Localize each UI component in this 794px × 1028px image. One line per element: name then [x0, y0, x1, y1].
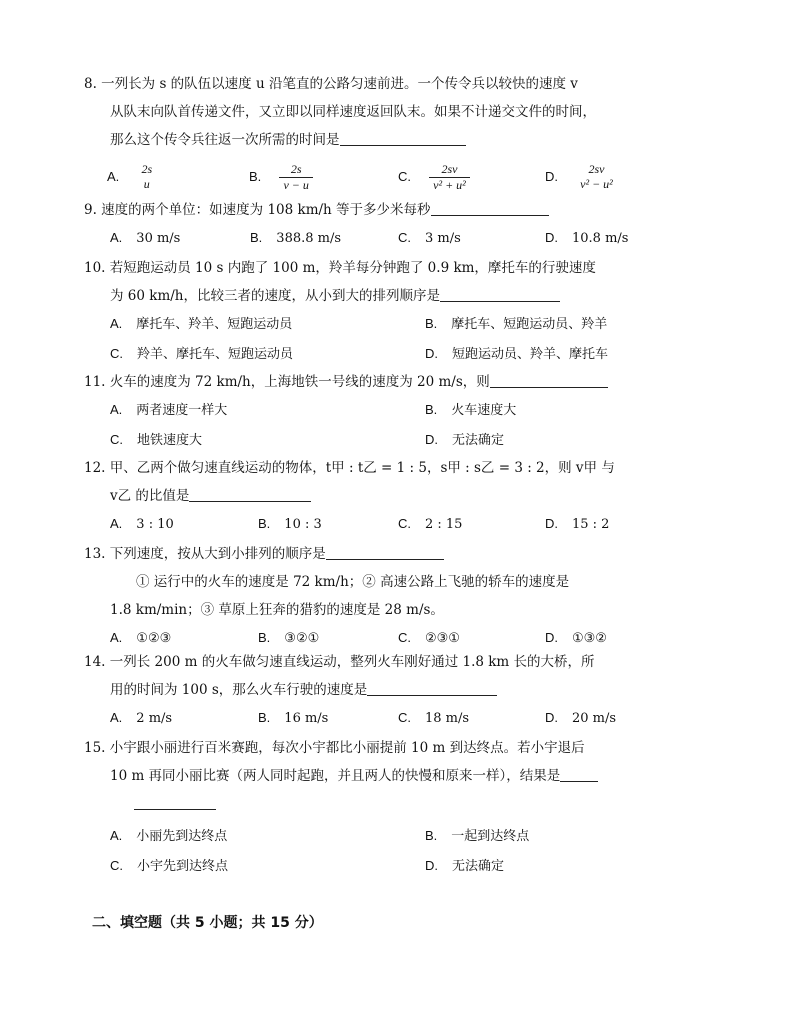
option-b[interactable] — [258, 510, 322, 539]
q12-stem-end: v乙 的比值是 — [110, 488, 190, 504]
answer-blank — [490, 371, 608, 388]
q8-line-3 — [110, 126, 740, 154]
question-12 — [84, 454, 740, 538]
option-text: 短跑运动员、羚羊、摩托车 — [452, 347, 609, 362]
option-label: C. — [398, 230, 411, 245]
option-d[interactable] — [545, 510, 609, 539]
q12-line-2 — [110, 482, 740, 510]
q14-line-2 — [110, 676, 740, 704]
q13-line-1 — [84, 540, 740, 568]
q8-line-1: 8. 一列长为 s 的队伍以速度 u 沿笔直的公路匀速前进。一个传令兵以较快的速度 v — [84, 76, 578, 92]
numerator: 2sv — [588, 162, 605, 176]
fraction — [429, 162, 470, 193]
denominator: u — [143, 177, 150, 191]
option-b[interactable] — [425, 822, 529, 851]
option-text: ①②③ — [136, 631, 172, 646]
numerator: 2sv — [441, 162, 458, 176]
q10-line-1: 10. 若短跑运动员 10 s 内跑了 100 m，羚羊每分钟跑了 0.9 km，摩托车的行驶速度 — [84, 260, 596, 276]
q15-stem-end: 10 m 再同小丽比赛（两人同时起跑，并且两人的快慢和原来一样），结果是 — [110, 768, 561, 784]
fraction — [279, 162, 312, 193]
option-label: B. — [425, 828, 438, 843]
option-label: D. — [425, 858, 438, 873]
option-label: A. — [107, 168, 120, 184]
option-label: D. — [545, 168, 558, 184]
option-c[interactable] — [110, 426, 202, 455]
option-text: 3 m/s — [425, 231, 461, 246]
answer-blank — [367, 679, 497, 696]
option-label: B. — [249, 169, 262, 184]
option-c[interactable] — [398, 510, 462, 539]
q14-options — [110, 704, 740, 732]
option-b[interactable] — [250, 224, 341, 253]
option-a[interactable] — [110, 822, 227, 851]
option-d[interactable] — [425, 340, 608, 369]
q11-stem: 11. 火车的速度为 72 km/h，上海地铁一号线的速度为 20 m/s，则 — [84, 374, 490, 390]
denominator: v² + u² — [429, 177, 470, 193]
option-text: 羚羊、摩托车、短跑运动员 — [137, 347, 294, 362]
option-a[interactable] — [110, 704, 172, 733]
option-a[interactable] — [110, 224, 180, 253]
q9-options — [110, 224, 740, 252]
q8-stem-end: 那么这个传令兵往返一次所需的时间是 — [110, 132, 340, 148]
option-text: 火车速度大 — [451, 403, 517, 418]
option-label: B. — [250, 230, 263, 245]
option-c[interactable] — [398, 224, 461, 253]
answer-blank — [340, 129, 466, 146]
option-c[interactable] — [110, 340, 293, 369]
q11-options — [110, 396, 740, 426]
option-c[interactable] — [398, 162, 470, 193]
option-text: 无法确定 — [452, 433, 505, 448]
option-label: B. — [258, 516, 271, 531]
q8-line-2: 从队末向队首传递文件，又立即以同样速度返回队末。如果不计递交文件的时间， — [110, 104, 596, 120]
option-a[interactable] — [107, 162, 156, 192]
option-text: 摩托车、羚羊、短跑运动员 — [136, 317, 293, 332]
fraction — [137, 162, 156, 192]
option-text: 摩托车、短跑运动员、羚羊 — [451, 317, 608, 332]
option-label: C. — [398, 630, 411, 645]
option-d[interactable] — [545, 224, 628, 253]
option-label: D. — [425, 432, 438, 447]
q10-options — [110, 310, 740, 340]
option-text: ②③① — [425, 631, 460, 646]
option-text: 16 m/s — [284, 711, 329, 726]
q15-options-row2 — [110, 852, 760, 880]
q12-line-1: 12. 甲、乙两个做匀速直线运动的物体，t甲 : t乙 = 1 : 5，s甲 : s乙 = 3 : 2，则 v甲 与 — [84, 460, 615, 476]
option-text: 小宇先到达终点 — [137, 859, 229, 874]
q15-line-2 — [110, 762, 760, 790]
question-9 — [84, 196, 740, 252]
option-text: 3 : 10 — [136, 517, 174, 532]
option-label: B. — [425, 402, 438, 417]
fraction — [576, 162, 617, 192]
option-text: ③②① — [284, 631, 320, 646]
option-text: 18 m/s — [425, 711, 470, 726]
option-label: D. — [425, 346, 438, 361]
option-label: D. — [545, 710, 558, 725]
q15-line-1: 15. 小宇跟小丽进行百米赛跑，每次小宇都比小丽提前 10 m 到达终点。若小宇退后 — [84, 740, 585, 756]
option-label: A. — [110, 316, 123, 331]
option-c[interactable] — [398, 704, 469, 733]
q11-options-row2 — [110, 426, 740, 454]
answer-blank — [189, 485, 311, 502]
option-label: C. — [110, 346, 123, 361]
option-label: A. — [110, 828, 123, 843]
option-label: B. — [258, 630, 271, 645]
option-b[interactable] — [425, 396, 516, 425]
option-label: C. — [110, 432, 123, 447]
q11-line-1 — [84, 368, 740, 396]
option-b[interactable] — [258, 704, 328, 733]
question-14 — [84, 648, 740, 732]
q9-line-1 — [84, 196, 740, 224]
option-c[interactable] — [110, 852, 228, 881]
q10-line-2 — [110, 282, 740, 310]
option-text: 无法确定 — [452, 859, 505, 874]
question-8 — [84, 70, 740, 204]
q13-line-2: ① 运行中的火车的速度是 72 km/h；② 高速公路上飞驰的轿车的速度是 — [136, 574, 570, 590]
option-text: 388.8 m/s — [276, 231, 342, 246]
option-text: 20 m/s — [572, 711, 617, 726]
option-text: ①③② — [572, 631, 607, 646]
option-b[interactable] — [425, 310, 607, 339]
q10-stem-end: 为 60 km/h，比较三者的速度，从小到大的排列顺序是 — [110, 288, 440, 304]
option-label: D. — [545, 516, 558, 531]
option-label: B. — [425, 316, 438, 331]
q10-options-row2 — [110, 340, 740, 368]
option-label: C. — [398, 516, 411, 531]
answer-blank — [326, 543, 444, 560]
question-11 — [84, 368, 740, 454]
question-15 — [84, 734, 760, 880]
q13-line-3: 1.8 km/min；③ 草原上狂奔的猎豹的速度是 28 m/s。 — [110, 602, 444, 618]
question-13 — [84, 540, 740, 652]
option-b[interactable] — [249, 162, 313, 193]
option-a[interactable] — [110, 510, 174, 539]
option-text: 2 : 15 — [425, 517, 463, 532]
option-label: A. — [110, 230, 123, 245]
question-10 — [84, 254, 740, 368]
answer-blank-cont — [134, 793, 216, 810]
option-d[interactable] — [425, 426, 504, 455]
numerator: 2s — [141, 162, 153, 176]
option-text: 30 m/s — [136, 231, 181, 246]
q13-stem: 13. 下列速度，按从大到小排列的顺序是 — [84, 546, 326, 562]
option-label: B. — [258, 710, 271, 725]
q14-stem-end: 用的时间为 100 s，那么火车行驶的速度是 — [110, 682, 368, 698]
option-label: C. — [398, 169, 411, 184]
denominator: v² − u² — [580, 177, 613, 191]
option-label: A. — [110, 710, 123, 725]
option-label: D. — [545, 230, 558, 245]
answer-blank — [560, 765, 598, 782]
option-label: A. — [110, 516, 123, 531]
option-d[interactable] — [545, 704, 616, 733]
answer-blank — [440, 285, 560, 302]
option-text: 10.8 m/s — [572, 231, 629, 246]
section-heading-fill-in: 二、填空题（共 5 小题；共 15 分） — [92, 915, 323, 931]
option-label: A. — [110, 630, 123, 645]
option-text: 10 : 3 — [284, 517, 322, 532]
option-label: A. — [110, 402, 123, 417]
option-d[interactable] — [425, 852, 504, 881]
option-label: C. — [398, 710, 411, 725]
option-d[interactable] — [545, 162, 617, 192]
option-text: 一起到达终点 — [451, 829, 530, 844]
option-text: 15 : 2 — [572, 517, 610, 532]
q15-options — [110, 822, 760, 852]
q15-line-3 — [134, 790, 760, 818]
option-text: 地铁速度大 — [137, 433, 203, 448]
answer-blank — [431, 199, 549, 216]
option-a[interactable] — [110, 396, 227, 425]
q14-line-1: 14. 一列长 200 m 的火车做匀速直线运动，整列火车刚好通过 1.8 km 长的大桥，所 — [84, 654, 595, 670]
option-label: D. — [545, 630, 558, 645]
q9-stem: 9. 速度的两个单位：如速度为 108 km/h 等于多少米每秒 — [84, 202, 431, 218]
numerator: 2s — [290, 162, 302, 176]
option-label: C. — [110, 858, 123, 873]
option-text: 2 m/s — [136, 711, 173, 726]
option-text: 两者速度一样大 — [136, 403, 228, 418]
option-text: 小丽先到达终点 — [136, 829, 228, 844]
denominator: v − u — [279, 177, 312, 193]
q12-options — [110, 510, 740, 538]
option-a[interactable] — [110, 310, 292, 339]
